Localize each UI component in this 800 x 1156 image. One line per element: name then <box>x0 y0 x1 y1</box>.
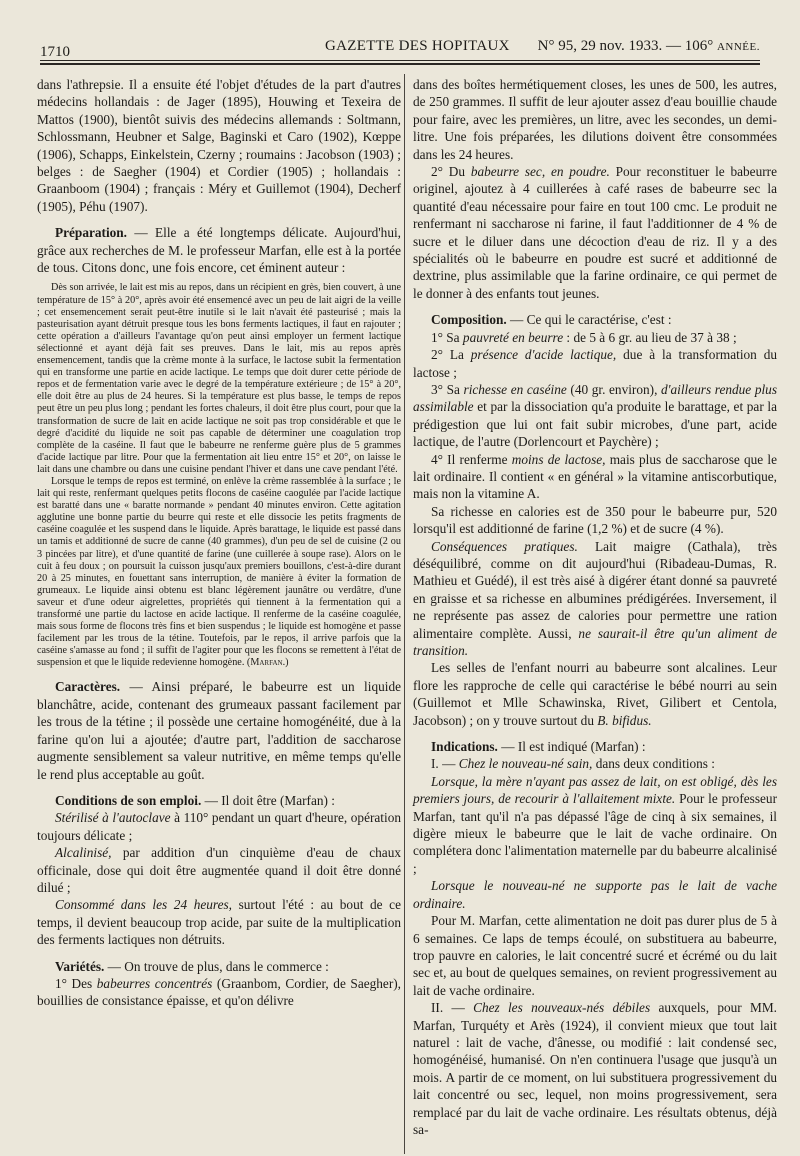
issue-date: N° 95, 29 nov. 1933. — 106° <box>537 38 714 54</box>
paragraph-composition <box>413 311 777 328</box>
quote-paragraph: Dès son arrivée, le lait est mis au repos, dans un récipient en grès, bien couvert, à une température de 15° à 20°, après avoir été ensemencé avec un peu de lait aigri de la veille ; cet ensemencement serait peut-être inutile si le lait n'avait été pasteurisé ; mais la pasteurisation ayant détruit presque tous les bons ferments lactiques, il faut en rajouter ; cette opération a d'ailleurs l'avantage qu'on peut ainsi employer un ferment lactique sélectionné et ayant déjà fait ses preuves. Dans le lait, mis au repos après ensemencement, tandis que la crème monte à la surface, le lactose subit la fermentation qui en transforme une partie en acide lactique. Le temps que doit durer cette période de repos et de fermentation varie avec le degré de la température extérieure ; de 15° à 20°, elle doit être au plus de 24 heures. Si la température est plus basse, le temps de repos peut être un peu plus long ; pendant les fortes chaleurs, il doit être plus court, pour que la transformation de sucre de lait en acide lactique ne soit pas trop considérable et que le degré d'acidité du liquide ne soit pas capable de déterminer une coagulation trop complète de la caséine. Il faut que le babeurre ne renferme guère plus de 5 grammes d'acide lactique par litre. Pour que la fermentation ait lieu entre 15° et 20°, on laisse le lait dans une chambre ou dans une cuisine pendant l'hiver et dans une cave pendant l'été. <box>37 282 401 475</box>
right-column <box>413 76 777 1138</box>
paragraph <box>413 755 777 772</box>
italic-term: Alcalinisé, <box>55 845 112 861</box>
paragraph: dans l'athrepsie. Il a ensuite été l'objet d'études de la part d'autres médecins hollandais : de Jager (1895), Houwing et Texeira de Mattos (1900), bientôt suivis des médecins allemands : Soltmann, Schlossmann, Heubner et Salge, Baginski et Caro (1902), Kœppe (1906), Schapps, Einkelstein, Czerny ; roumains : Jacobson (1903) ; belges : de Saegher (1904) et Cordier (1905) ; hollandais : Graanboom (1904) ; français : Méry et Guillemot (1904), Decherf (1905), Péhu (1907). <box>37 77 401 214</box>
quote-signature: Marfan <box>250 657 283 669</box>
quote-text: Lorsque le temps de repos est terminé, on enlève la crème rassemblée à la surface ; le lait qui reste, renfermant quelques petits flocons de caséine caogulée par l'acide lactique est baratté dans une « baratte normande » pendant 40 minutes environ. Cette agitation agglutine une bonne partie du beurre qui reste et elle dissocie les petits fragments de caséine coagulée et les suspend dans le liquide. Après barattage, le liquide est passé dans un tamis et additionné de sucre de canne (40 grammes), d'un peu de sel de cuisine (2 ou 3 pincées par litre), et d'une quantité de farine (une cuillerée à soupe rase). Alors on le cuit à feu doux ; on poursuit la cuisson jusqu'aux premiers bouillons, c'est-à-dire durant 20 à 25 minutes, en fouettant sans interruption, de manière à éviter la formation de grumeaux. Le liquide ainsi obtenu est blanc légèrement jaunâtre ou verdâtre, d'une saveur et d'une odeur aigrelettes, propriétés qui tiennent à la fermentation qui a transformé une partie du lactose en acide lactique. Il renferme de la caséine coagulée, mais sous forme de flocons très fins et bien suspendus ; le liquide est homogène et passe facilement par les trous de la tétine. Toutefois, par le repos, il arrive parfois que la caséine s'amasse au fond ; il suffit de l'agiter pour que les flocons se remettent à l'état de suspension et que le liquide redevienne homogène. ( <box>37 475 401 669</box>
italic-term: Stérilisé à l'autoclave <box>55 810 171 826</box>
section-heading: Caractères. <box>55 679 121 695</box>
paragraph-text: — Ainsi préparé, le babeurre est un liquide blanchâtre, acide, contenant des grumeaux passant facilement par les trous de la tétine ; il possède une certaine homogénéité, due à la farine qu'on lui a ajoutée; d'autre part, l'addition de saccharose augmente sensiblement sa valeur nutritive, en même temps qu'elle le rend plus acceptable au goût. <box>37 679 401 782</box>
paragraph-text: II. — <box>431 1000 474 1016</box>
paragraph-preparation <box>37 224 401 276</box>
italic-term: Chez le nouveau-né sain, <box>458 756 593 772</box>
paragraph-text: I. — <box>431 756 459 772</box>
paragraph <box>37 809 401 844</box>
italic-term: richesse en caséine <box>463 381 567 397</box>
paragraph-text: (Graanbom, Cordier, de Saegher), bouillies de consistance épaisse, et qu'on délivre <box>37 975 401 1009</box>
paragraph-text: 1° Sa <box>431 329 463 345</box>
paragraph <box>413 163 777 302</box>
issue-suffix: ANNÉE. <box>716 41 760 53</box>
page-header <box>40 34 760 60</box>
quote-text: .) <box>282 657 289 669</box>
paragraph-text: Pour reconstituer le babeurre originel, ajoutez à 4 cuillerées à café rases de babeurre sec la quantité d'eau nécessaire pour faire en tout 100 cmc. Le produit ne renfermant ni saccharose ni farine, il faut l'additionner de 4 % de sucre et le diluer dans une décoction d'eau de riz. Il y a des spécialités où le babeurre en poudre est sucré et additionné de dextrine, plus assimilable que la farine ordinaire, ce qui permet de le donner à des enfants tout jeunes. <box>413 164 777 301</box>
paragraph-text: — Elle a été longtemps délicate. Aujourd'hui, grâce aux recherches de M. le professeur Marfan, elle est à la portée de tous. Citons donc, une fois encore, cet éminent auteur : <box>37 225 401 276</box>
paragraph: dans des boîtes hermétiquement closes, les unes de 500, les autres, de 250 grammes. Il suffit de leur ajouter assez d'eau bouillie chaude pour faire, avec les premières, un litre, avec les secondes, un demi-litre. Une fois préparées, les dilutions doivent être consommées dans les 24 heures. <box>413 77 777 162</box>
italic-term: présence d'acide lactique, <box>470 347 617 363</box>
paragraph <box>413 346 777 381</box>
paragraph-text: à 110° pendant un quart d'heure, opération toujours délicate ; <box>37 810 401 843</box>
quote-paragraph <box>37 476 401 670</box>
paragraph-text: 1° Des <box>55 975 97 991</box>
header-rule <box>40 60 760 61</box>
paragraph-text: 4° Il renferme <box>431 451 512 467</box>
section-heading: Variétés. <box>55 958 105 974</box>
italic-term: Conséquences pratiques. <box>431 538 578 554</box>
paragraph <box>37 844 401 896</box>
paragraph-caracteres <box>37 678 401 782</box>
paragraph-text: 2° La <box>431 347 471 363</box>
paragraph: Sa richesse en calories est de 350 pour le babeurre pur, 520 lorsqu'il est additionné de farine (1,2 %) et de sucre (4 %). <box>413 503 777 537</box>
paragraph-text: due à la transformation du lactose ; <box>413 347 777 380</box>
paragraph-text: 3° Sa <box>431 381 464 397</box>
italic-term: d'ailleurs rendue plus assimilable <box>413 381 777 415</box>
italic-term: Lorsque le nouveau-né ne supporte pas le lait de vache ordinaire. <box>413 878 777 911</box>
section-heading: Indications. <box>431 739 498 755</box>
issue-info <box>538 38 760 55</box>
paragraph <box>37 975 401 1010</box>
paragraph <box>413 381 777 451</box>
paragraph <box>413 451 777 503</box>
paragraph-text: Lait maigre (Cathala), très déséquilibré, comme on dit aujourd'hui (Ribadeau-Dumas, R. Mathieu et Guédé), il est très aisé à digérer étant donné sa pauvreté en graisse et sa richesse en albumines prédigérées. Inversement, il ne représente pas assez de calories pour permettre une ration alimentaire complète. Aussi, <box>413 538 777 641</box>
paragraph <box>413 773 777 877</box>
paragraph-text: — Ce qui le caractérise, c'est : <box>506 312 672 328</box>
paragraph-indications <box>413 738 777 755</box>
paragraph-text: mais plus de saccharose que le lait ordinaire. Il contient « en général » la vitamine antiscorbutique, mais non la vitamine A. <box>413 451 777 502</box>
paragraph-text: 2° Du <box>431 164 471 180</box>
italic-term: Chez les nouveaux-nés débiles <box>473 1000 651 1016</box>
italic-term: B. bifidus. <box>597 712 652 728</box>
paragraph-text: Les selles de l'enfant nourri au babeurre sont alcalines. Leur flore les rapproche de celle qui caractérise le bébé nourri au sein (Guillemot et Mlle Schawinska, Rivet, Gilibert et Centola, Jacobson) ; on y trouve surtout du <box>413 660 777 728</box>
paragraph-text: et par la dissociation qu'a produite le barattage, et par la prédigestion que lui ont fait subir microbes, d'une part, acide lactique, de l'autre (Dorlencourt et Paychère) ; <box>413 399 777 450</box>
paragraph-text: — On trouve de plus, dans le commerce : <box>104 958 329 974</box>
paragraph-text: par addition d'un cinquième d'eau de chaux officinale, dose qui doit être augmentée quand il doit être donné dilué ; <box>37 845 401 895</box>
paragraph-text: Pour le professeur Marfan, tant qu'il n'a pas dépassé l'âge de cinq à six semaines, il digère mieux le babeurre que le lait de vache ordinaire. On complétera donc l'alimentation maternelle par du babeurre alcalinisé ; <box>413 791 777 876</box>
paragraph <box>413 877 777 912</box>
paragraph <box>413 538 777 660</box>
italic-term: pauvreté en beurre <box>462 329 564 345</box>
italic-term: Consommé dans les 24 heures, <box>55 897 232 913</box>
section-heading: Conditions de son emploi. <box>55 792 202 808</box>
paragraph-text: — Il doit être (Marfan) : <box>201 792 335 808</box>
italic-term: Lorsque, la mère n'ayant pas assez de lait, on est obligé, dès les premiers jours, de recourir à l'allaitement mixte. <box>413 773 777 807</box>
column-divider <box>404 74 405 1154</box>
paragraph <box>413 329 777 346</box>
paragraph-text: (40 gr. environ), <box>566 381 662 397</box>
section-heading: Préparation. <box>55 225 128 241</box>
paragraph <box>37 896 401 948</box>
paragraph-text: surtout l'été : au bout de ce temps, il devient beaucoup trop acide, par suite de la multiplication des ferments lactiques non détruits. <box>37 897 401 948</box>
journal-title: GAZETTE DES HOPITAUX <box>325 38 510 54</box>
paragraph <box>413 999 777 1138</box>
paragraph-conditions <box>37 792 401 809</box>
italic-term: moins de lactose, <box>511 451 606 467</box>
header-rule-thick <box>40 63 760 65</box>
paragraph-text: — Il est indiqué (Marfan) : <box>497 739 646 755</box>
paragraph-text: auxquels, pour MM. Marfan, Turquéty et Arès (1924), il convient mieux que tout lait naturel : lait de vache, d'ânesse, ou modifié : lait condensé sec, homogénéisé, humanisé. On n'en continuera l'usage que jusqu'à un mois. A partir de ce moment, on lui substituera progressivement du lait concentré ou sec, lequel, non moins progressivement, sera remplacé par du lait de vache ordinaire. Les résultats obtenus, déjà sa- <box>413 1000 777 1137</box>
paragraph-text: : de 5 à 6 gr. au lieu de 37 à 38 ; <box>563 329 737 345</box>
paragraph: Pour M. Marfan, cette alimentation ne doit pas durer plus de 5 à 6 semaines. Ce laps de temps écoulé, on substituera au babeurre, trop pauvre en calories, le lait concentré sucré et écrémé ou du lait sec et, au bout de quelques semaines, on revient progressivement au lait de vache ordinaire. <box>413 913 777 998</box>
section-heading: Composition. <box>431 312 507 328</box>
italic-term: babeurre sec, en poudre. <box>470 164 610 180</box>
italic-term: babeurres concentrés <box>96 975 213 991</box>
left-column <box>37 76 401 1010</box>
paragraph <box>413 659 777 729</box>
paragraph-text: dans deux conditions : <box>592 756 716 772</box>
paragraph-varietes <box>37 958 401 975</box>
italic-term: ne saurait-il être qu'un aliment de transition. <box>413 625 777 658</box>
page-number: 1710 <box>40 44 70 60</box>
